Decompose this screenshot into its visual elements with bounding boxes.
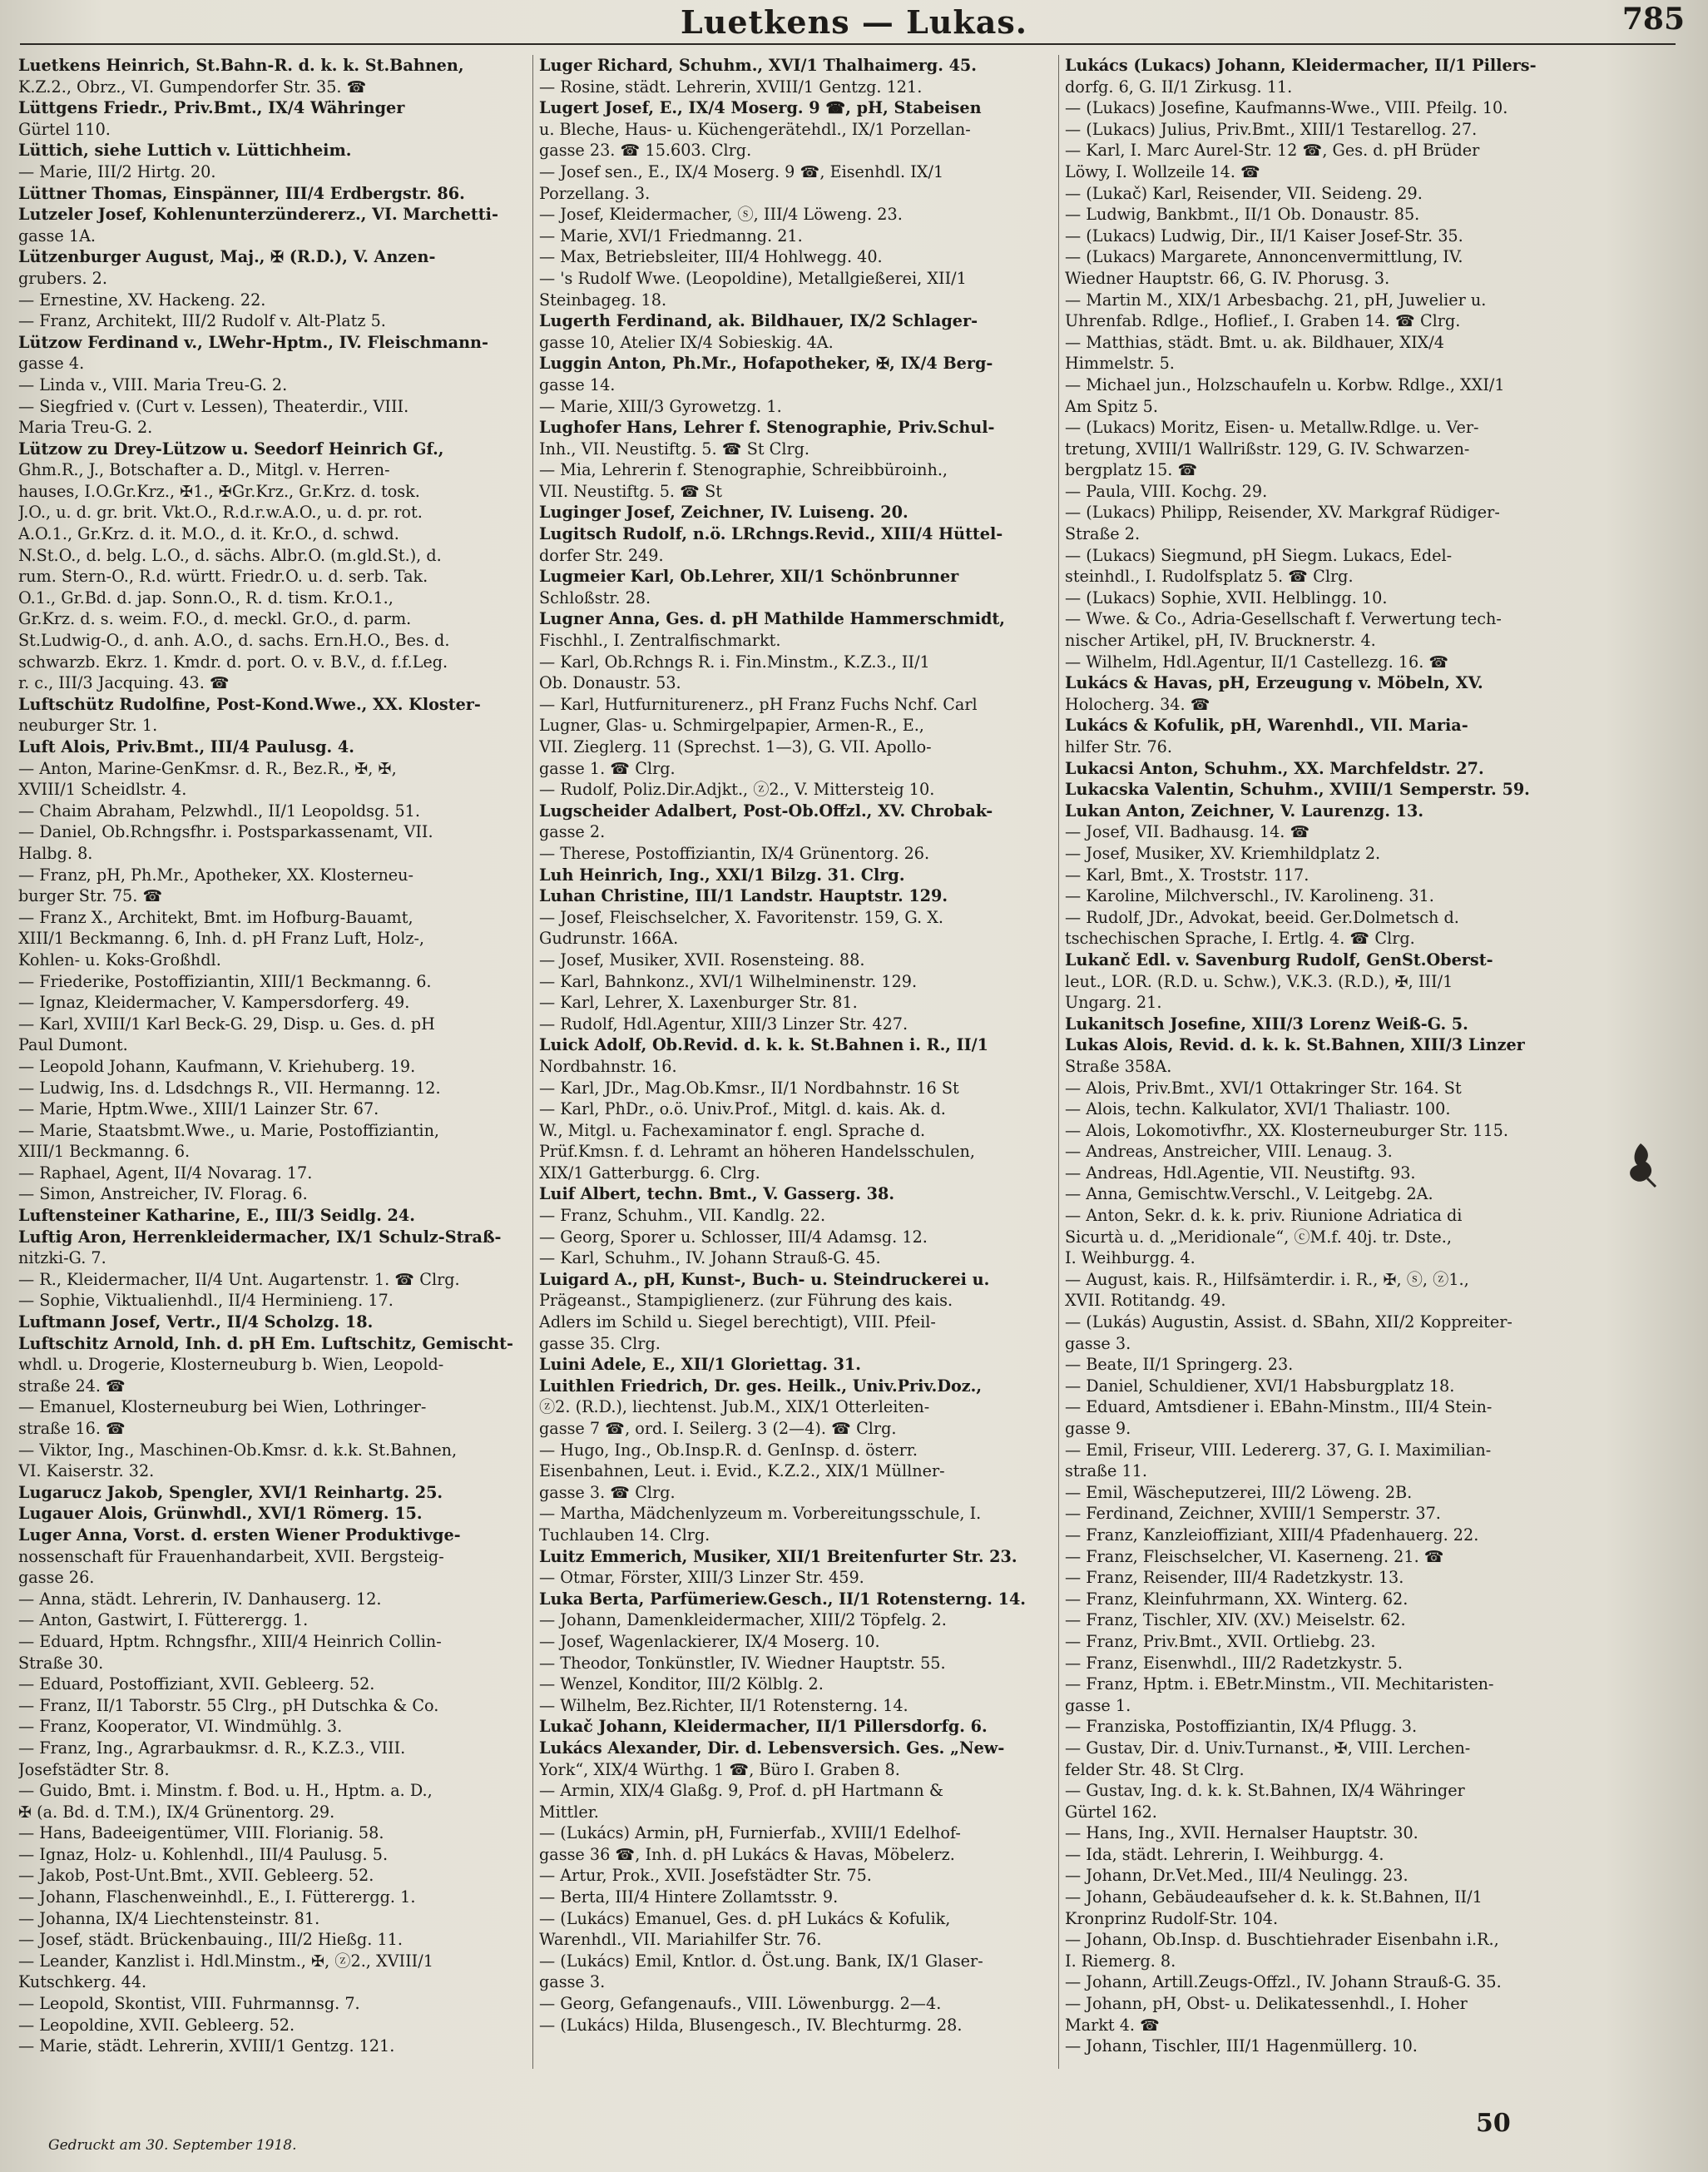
entry-heading: Lukanč Edl. v. Savenburg Rudolf, GenSt.Oberst- (1065, 950, 1493, 969)
entry-heading: Lukács & Kofulik, pH, Warenhdl., VII. Maria- (1065, 716, 1468, 736)
entry-heading: Luftschitz Arnold, Inh. d. pH Em. Luftschitz, Gemischt- (18, 1333, 513, 1353)
entry-line: — (Lukacs) Sophie, XVII. Helblingg. 10. (1065, 588, 1388, 607)
entry-line: Lugner, Glas- u. Schmirgelpapier, Armen-R., E., (539, 716, 924, 736)
entry-line: — Franz, Schuhm., VII. Kandlg. 22. (539, 1206, 826, 1226)
entry-line: — Josef, städt. Brückenbauing., III/2 Hießg. 11. (18, 1930, 403, 1950)
entry-line: — Johann, pH, Obst- u. Delikatessenhdl., I. Hoher (1065, 1994, 1468, 2014)
entry-line: — (Lukács) Armin, pH, Furnierfab., XVIII/1 Edelhof- (539, 1823, 961, 1843)
entry-line: N.St.O., d. belg. L.O., d. sächs. Albr.O. (m.gld.St.), d. (18, 545, 442, 565)
entry-heading: Lukač Johann, Kleidermacher, II/1 Pillersdorfg. 6. (539, 1717, 988, 1737)
entry-line: — Anton, Sekr. d. k. k. priv. Riunione Adriatica di (1065, 1206, 1463, 1226)
entry-line: Löwy, I. Wollzeile 14. ☎ (1065, 161, 1260, 181)
entry-line: — Karl, Schuhm., IV. Johann Strauß-G. 45. (539, 1248, 881, 1268)
entry-line: — Anna, städt. Lehrerin, IV. Danhauserg. 12. (18, 1589, 382, 1609)
entry-line: — (Lukacs) Josefine, Kaufmanns-Wwe., VIII. Pfeilg. 10. (1065, 98, 1508, 118)
entry-line: — Artur, Prok., XVII. Josefstädter Str. 75. (539, 1866, 872, 1886)
entry-line: Uhrenfab. Rdlge., Hoflief., I. Graben 14. ☎ Clrg. (1065, 311, 1461, 331)
entry-line: burger Str. 75. ☎ (18, 886, 163, 906)
entry-line: VII. Neustiftg. 5. ☎ St (539, 481, 722, 501)
entry-line: — Marie, Staatsbmt.Wwe., u. Marie, Postoffiziantin, (18, 1120, 440, 1140)
entry-line: — Johann, Damenkleidermacher, XIII/2 Töpfelg. 2. (539, 1610, 947, 1630)
entry-heading: Lüttich, siehe Luttich v. Lüttichheim. (18, 141, 352, 161)
entry-line: I. Weihburgg. 4. (1065, 1248, 1196, 1268)
entry-line: — Leander, Kanzlist i. Hdl.Minstm., ✠, ⓩ2., XVIII/1 (18, 1951, 433, 1971)
entry-heading: Luka Berta, Parfümeriew.Gesch., II/1 Rotensterng. 14. (539, 1589, 1026, 1609)
entry-line: — Karl, Hutfurniturenerz., pH Franz Fuchs Nchf. Carl (539, 694, 978, 714)
column-left (18, 55, 531, 2119)
entry-line: Fischhl., I. Zentralfischmarkt. (539, 631, 781, 651)
entry-line: — Johann, Ob.Insp. d. Buschtiehrader Eisenbahn i.R., (1065, 1930, 1499, 1950)
entry-line: St.Ludwig-O., d. anh. A.O., d. sachs. Ern.H.O., Bes. d. (18, 631, 450, 651)
entry-line: Straße 2. (1065, 524, 1141, 544)
entry-line: — Marie, XIII/3 Gyrowetzg. 1. (539, 396, 782, 416)
entry-line: — Karl, XVIII/1 Karl Beck-G. 29, Disp. u. Ges. d. pH (18, 1014, 435, 1034)
entry-line: XVIII/1 Scheidlstr. 4. (18, 780, 187, 800)
entry-line: Gürtel 110. (18, 119, 111, 139)
entry-heading: Lugitsch Rudolf, n.ö. LRchngs.Revid., XIII/4 Hüttel- (539, 524, 1003, 544)
entry-line: — (Lukacs) Julius, Priv.Bmt., XIII/1 Testarellog. 27. (1065, 119, 1478, 139)
entry-line: — Viktor, Ing., Maschinen-Ob.Kmsr. d. k.k. St.Bahnen, (18, 1440, 458, 1460)
entry-line: Wiedner Hauptstr. 66, G. IV. Phorusg. 3. (1065, 268, 1390, 288)
entry-line: VI. Kaiserstr. 32. (18, 1461, 155, 1481)
entry-line: — Berta, III/4 Hintere Zollamtsstr. 9. (539, 1887, 839, 1907)
entry-line: — Georg, Sporer u. Schlosser, III/4 Adamsg. 12. (539, 1227, 928, 1247)
entry-line: — Ignaz, Holz- u. Kohlenhdl., III/4 Paulusg. 5. (18, 1844, 389, 1864)
entry-line: — Siegfried v. (Curt v. Lessen), Theaterdir., VIII. (18, 396, 409, 416)
entry-heading: Lughofer Hans, Lehrer f. Stenographie, Priv.Schul- (539, 418, 995, 438)
entry-line: — Gustav, Ing. d. k. k. St.Bahnen, IX/4 Währinger (1065, 1781, 1465, 1801)
entry-line: gasse 1. ☎ Clrg. (539, 758, 676, 778)
entry-line: — Karl, JDr., Mag.Ob.Kmsr., II/1 Nordbahnstr. 16 St (539, 1078, 959, 1098)
entry-line: Kohlen- u. Koks-Großhdl. (18, 950, 221, 969)
entry-line: — Emil, Friseur, VIII. Ledererg. 37, G. I. Maximilian- (1065, 1440, 1492, 1460)
entry-line: XIII/1 Beckmanng. 6. (18, 1142, 191, 1162)
entry-heading: Lukanitsch Josefine, XIII/3 Lorenz Weiß-G. 5. (1065, 1014, 1468, 1034)
entry-line: — Johann, Gebäudeaufseher d. k. k. St.Bahnen, II/1 (1065, 1887, 1483, 1907)
entry-line: — August, kais. R., Hilfsämterdir. i. R., ✠, ⓢ, ⓩ1., (1065, 1269, 1469, 1289)
entry-line: XIII/1 Beckmanng. 6, Inh. d. pH Franz Luft, Holz-, (18, 929, 425, 949)
entry-line: — Leopold Johann, Kaufmann, V. Kriehuberg. 19. (18, 1056, 416, 1076)
entry-heading: Lüttgens Friedr., Priv.Bmt., IX/4 Währinger (18, 98, 405, 118)
entry-line: tretung, XVIII/1 Wallrißstr. 129, G. IV. Schwarzen- (1065, 439, 1470, 459)
entry-line: Ghm.R., J., Botschafter a. D., Mitgl. v. Herren- (18, 460, 390, 480)
entry-line: — Otmar, Förster, XIII/3 Linzer Str. 459. (539, 1568, 864, 1588)
entry-line: — Matthias, städt. Bmt. u. ak. Bildhauer, XIX/4 (1065, 332, 1444, 352)
entry-line: gasse 2. (539, 822, 606, 842)
entry-line: XVII. Rotitandg. 49. (1065, 1291, 1226, 1311)
entry-line: Gr.Krz. d. s. weim. F.O., d. meckl. Gr.O., d. parm. (18, 609, 412, 629)
entry-line: Inh., VII. Neustiftg. 5. ☎ St Clrg. (539, 439, 810, 459)
entry-line: Ob. Donaustr. 53. (539, 673, 681, 693)
entry-line: grubers. 2. (18, 268, 107, 288)
entry-line: leut., LOR. (R.D. u. Schw.), V.K.3. (R.D.), ✠, III/1 (1065, 971, 1453, 991)
entry-line: O.1., Gr.Bd. d. jap. Sonn.O., R. d. tism. Kr.O.1., (18, 588, 394, 607)
entry-line: u. Bleche, Haus- u. Küchengerätehdl., IX/1 Porzellan- (539, 119, 971, 139)
entry-line: — Rudolf, Poliz.Dir.Adjkt., ⓩ2., V. Mittersteig 10. (539, 780, 935, 800)
entry-line: Maria Treu-G. 2. (18, 418, 153, 438)
entry-line: ⓩ2. (R.D.), liechtenst. Jub.M., XIX/1 Otterleiten- (539, 1397, 930, 1417)
entry-line: — (Lukács) Emanuel, Ges. d. pH Lukács & Kofulik, (539, 1908, 951, 1928)
entry-line: Prägeanst., Stampiglienerz. (zur Führung des kais. (539, 1291, 953, 1311)
entry-heading: Luft Alois, Priv.Bmt., III/4 Paulusg. 4. (18, 737, 354, 756)
entry-line: K.Z.2., Obrz., VI. Gumpendorfer Str. 35. ☎ (18, 77, 367, 97)
entry-heading: Lukacska Valentin, Schuhm., XVIII/1 Semperstr. 59. (1065, 780, 1530, 800)
entry-line: York“, XIX/4 Würthg. 1 ☎, Büro I. Graben 8. (539, 1759, 900, 1779)
entry-line: gasse 3. ☎ Clrg. (539, 1482, 676, 1502)
entry-heading: Luftmann Josef, Vertr., II/4 Scholzg. 18. (18, 1312, 374, 1332)
entry-line: J.O., u. d. gr. brit. Vkt.O., R.d.r.w.A.O., u. d. pr. rot. (18, 503, 423, 523)
entry-line: — (Lukač) Karl, Reisender, VII. Seideng. 29. (1065, 183, 1423, 203)
entry-line: — Ida, städt. Lehrerin, I. Weihburgg. 4. (1065, 1844, 1384, 1864)
entry-line: — Rudolf, JDr., Advokat, beeid. Ger.Dolmetsch d. (1065, 907, 1459, 927)
entry-line: — Rosine, städt. Lehrerin, XVIII/1 Gentzg. 121. (539, 77, 923, 97)
entry-line: XIX/1 Gatterburgg. 6. Clrg. (539, 1163, 760, 1183)
entry-line: — Anna, Gemischtw.Verschl., V. Leitgebg. 2A. (1065, 1184, 1433, 1204)
entry-line: — Wenzel, Konditor, III/2 Kölblg. 2. (539, 1674, 824, 1694)
entry-heading: Lugauer Alois, Grünwhdl., XVI/1 Römerg. 15. (18, 1504, 423, 1524)
entry-line: Straße 30. (18, 1653, 104, 1673)
entry-heading: Luick Adolf, Ob.Revid. d. k. k. St.Bahnen i. R., II/1 (539, 1035, 988, 1055)
entry-line: nischer Artikel, pH, IV. Brucknerstr. 4. (1065, 631, 1376, 651)
entry-line: straße 16. ☎ (18, 1419, 126, 1438)
entry-line: — Franz, II/1 Taborstr. 55 Clrg., pH Dutschka & Co. (18, 1695, 439, 1715)
entry-line: gasse 26. (18, 1568, 95, 1588)
entry-line: schwarzb. Ekrz. 1. Kmdr. d. port. O. v. B.V., d. f.f.Leg. (18, 652, 448, 672)
entry-line: — Johann, Dr.Vet.Med., III/4 Neulingg. 23. (1065, 1866, 1408, 1886)
entry-line: — Linda v., VIII. Maria Treu-G. 2. (18, 374, 288, 394)
entry-line: dorfg. 6, G. II/1 Zirkusg. 11. (1065, 77, 1293, 97)
entry-line: A.O.1., Gr.Krz. d. it. M.O., d. it. Kr.O., d. schwd. (18, 524, 399, 544)
entry-line: — Anton, Gastwirt, I. Fütterergg. 1. (18, 1610, 309, 1630)
entry-line: — Franz, Reisender, III/4 Radetzkystr. 13. (1065, 1568, 1404, 1588)
entry-line: Adlers im Schild u. Siegel berechtigt), VIII. Pfeil- (539, 1312, 936, 1332)
entry-line: — Martha, Mädchenlyzeum m. Vorbereitungsschule, I. (539, 1504, 982, 1524)
entry-line: — Franz, pH, Ph.Mr., Apotheker, XX. Klosterneu- (18, 865, 414, 885)
entry-line: gasse 9. (1065, 1419, 1131, 1438)
entry-line: — Theodor, Tonkünstler, IV. Wiedner Hauptstr. 55. (539, 1653, 946, 1673)
entry-line: — Franz, Architekt, III/2 Rudolf v. Alt-Platz 5. (18, 311, 386, 331)
entry-line: — Armin, XIX/4 Glaßg. 9, Prof. d. pH Hartmann & (539, 1781, 943, 1801)
entry-line: — Johann, Flaschenweinhdl., E., I. Fütterergg. 1. (18, 1887, 416, 1907)
entry-line: Warenhdl., VII. Mariahilfer Str. 76. (539, 1930, 822, 1950)
entry-line: tschechischen Sprache, I. Ertlg. 4. ☎ Clrg. (1065, 929, 1415, 949)
entry-line: — Franz X., Architekt, Bmt. im Hofburg-Bauamt, (18, 907, 413, 927)
entry-heading: Lutzeler Josef, Kohlenunterzündererz., VI. Marchetti- (18, 205, 498, 225)
entry-line: — Martin M., XIX/1 Arbesbachg. 21, pH, Juwelier u. (1065, 290, 1487, 310)
entry-line: — Wilhelm, Bez.Richter, II/1 Rotensterng. 14. (539, 1695, 908, 1715)
entry-line: — Leopold, Skontist, VIII. Fuhrmannsg. 7. (18, 1994, 360, 2014)
entry-heading: Luini Adele, E., XII/1 Gloriettag. 31. (539, 1355, 861, 1375)
entry-line: — Guido, Bmt. i. Minstm. f. Bod. u. H., Hptm. a. D., (18, 1781, 433, 1801)
running-head: Luetkens — Lukas. (681, 3, 1027, 41)
entry-line: bergplatz 15. ☎ (1065, 460, 1198, 480)
entry-line: I. Riemerg. 8. (1065, 1951, 1176, 1971)
page-number: 785 (1621, 2, 1685, 37)
entry-heading: Lugert Josef, E., IX/4 Moserg. 9 ☎, pH, Stabeisen (539, 98, 982, 118)
entry-line: — Josef, VII. Badhausg. 14. ☎ (1065, 822, 1310, 842)
entry-line: — (Lukás) Augustin, Assist. d. SBahn, XII/2 Koppreiter- (1065, 1312, 1512, 1332)
entry-line: — (Lukács) Emil, Kntlor. d. Öst.ung. Bank, IX/1 Glaser- (539, 1951, 983, 1971)
entry-line: — Jakob, Post-Unt.Bmt., XVII. Gebleerg. 52. (18, 1866, 374, 1886)
entry-line: Paul Dumont. (18, 1035, 128, 1055)
entry-line: whdl. u. Drogerie, Klosterneuburg b. Wien, Leopold- (18, 1355, 444, 1375)
entry-line: — Johann, Artill.Zeugs-Offzl., IV. Johann Strauß-G. 35. (1065, 1972, 1502, 1992)
entry-line: — Karl, PhDr., o.ö. Univ.Prof., Mitgl. d. kais. Ak. d. (539, 1099, 946, 1119)
signature-number: 50 (1476, 2109, 1511, 2138)
entry-line: — Josef sen., E., IX/4 Moserg. 9 ☎, Eisenhdl. IX/1 (539, 161, 944, 181)
entry-line: steinhdl., I. Rudolfsplatz 5. ☎ Clrg. (1065, 567, 1354, 587)
entry-line: nossenschaft für Frauenhandarbeit, XVII. Bergsteig- (18, 1546, 444, 1566)
entry-line: nitzki-G. 7. (18, 1248, 106, 1268)
print-date: Gedruckt am 30. September 1918. (48, 2137, 297, 2154)
entry-line: — Ferdinand, Zeichner, XVIII/1 Semperstr. 37. (1065, 1504, 1441, 1524)
entry-line: — Emanuel, Klosterneuburg bei Wien, Lothringer- (18, 1397, 427, 1417)
entry-line: — Marie, III/2 Hirtg. 20. (18, 161, 216, 181)
entry-heading: Luggin Anton, Ph.Mr., Hofapotheker, ✠, IX/4 Berg- (539, 354, 993, 374)
entry-line: — Karl, I. Marc Aurel-Str. 12 ☎, Ges. d. pH Brüder (1065, 141, 1480, 161)
entry-line: — Paula, VIII. Kochg. 29. (1065, 481, 1268, 501)
entry-line: — Hans, Ing., XVII. Hernalser Hauptstr. 30. (1065, 1823, 1418, 1843)
entry-line: hauses, I.O.Gr.Krz., ✠1., ✠Gr.Krz., Gr.Krz. d. tosk. (18, 481, 420, 501)
entry-line: — Josef, Musiker, XV. Kriemhildplatz 2. (1065, 843, 1381, 863)
entry-line: — Ignaz, Kleidermacher, V. Kampersdorferg. 49. (18, 993, 410, 1013)
entry-heading: Luhan Christine, III/1 Landstr. Hauptstr. 129. (539, 886, 948, 906)
column-divider-left (532, 55, 533, 2069)
entry-heading: Luithlen Friedrich, Dr. ges. Heilk., Univ.Priv.Doz., (539, 1376, 983, 1396)
entry-heading: Lüttner Thomas, Einspänner, III/4 Erdbergstr. 86. (18, 183, 465, 203)
entry-line: — Franz, Tischler, XIV. (XV.) Meiselstr. 62. (1065, 1610, 1406, 1630)
entry-heading: Lugarucz Jakob, Spengler, XVI/1 Reinhartg. 25. (18, 1482, 443, 1502)
entry-line: gasse 36 ☎, Inh. d. pH Lukács & Havas, Möbelerz. (539, 1844, 955, 1864)
entry-line: — Ernestine, XV. Hackeng. 22. (18, 290, 266, 310)
entry-heading: Lukács Alexander, Dir. d. Lebensversich. Ges. „New- (539, 1738, 1005, 1758)
entry-line: Am Spitz 5. (1065, 396, 1158, 416)
entry-heading: Lugner Anna, Ges. d. pH Mathilde Hammerschmidt, (539, 609, 1005, 629)
entry-line: — Josef, Wagenlackierer, IX/4 Moserg. 10. (539, 1631, 880, 1651)
entry-line: Nordbahnstr. 16. (539, 1056, 677, 1076)
entry-line: gasse 3. (539, 1972, 606, 1992)
entry-line: gasse 4. (18, 354, 85, 374)
entry-line: — Sophie, Viktualienhdl., II/4 Herminieng. 17. (18, 1291, 394, 1311)
entry-line: — Karl, Bahnkonz., XVI/1 Wilhelminenstr. 129. (539, 971, 918, 991)
entry-line: — Raphael, Agent, II/4 Novarag. 17. (18, 1163, 313, 1183)
entry-line: — Max, Betriebsleiter, III/4 Hohlwegg. 40. (539, 247, 883, 267)
entry-line: — Ludwig, Ins. d. Ldsdchngs R., VII. Hermanng. 12. (18, 1078, 441, 1098)
entry-heading: Luginger Josef, Zeichner, IV. Luiseng. 20. (539, 503, 908, 523)
entry-line: — Therese, Postoffiziantin, IX/4 Grünentorg. 26. (539, 843, 930, 863)
entry-heading: Luftig Aron, Herrenkleidermacher, IX/1 Schulz-Straß- (18, 1227, 502, 1247)
entry-line: — 's Rudolf Wwe. (Leopoldine), Metallgießerei, XII/1 (539, 268, 967, 288)
entry-line: Markt 4. ☎ (1065, 2015, 1161, 2035)
entry-line: — Karl, Bmt., X. Troststr. 117. (1065, 865, 1309, 885)
entry-line: Straße 358A. (1065, 1056, 1172, 1076)
entry-line: Himmelstr. 5. (1065, 354, 1175, 374)
entry-line: Gudrunstr. 166A. (539, 929, 679, 949)
entry-line: — Mia, Lehrerin f. Stenographie, Schreibbüroinh., (539, 460, 948, 480)
entry-heading: Lukas Alois, Revid. d. k. k. St.Bahnen, XIII/3 Linzer (1065, 1035, 1525, 1055)
entry-line: Porzellang. 3. (539, 183, 651, 203)
entry-line: — Karl, Lehrer, X. Laxenburger Str. 81. (539, 993, 858, 1013)
entry-heading: Luger Richard, Schuhm., XVI/1 Thalhaimerg. 45. (539, 56, 977, 75)
entry-line: — (Lukacs) Moritz, Eisen- u. Metallw.Rdlge. u. Ver- (1065, 418, 1479, 438)
entry-line: gasse 10, Atelier IX/4 Sobieskig. 4A. (539, 332, 834, 352)
hand-mark-icon (1622, 1140, 1659, 1188)
entry-line: — Franz, Hptm. i. EBetr.Minstm., VII. Mechitaristen- (1065, 1674, 1494, 1694)
page-header (0, 0, 1708, 48)
entry-line: VII. Zieglerg. 11 (Sprechst. 1—3), G. VII. Apollo- (539, 737, 932, 756)
entry-line: — Rudolf, Hdl.Agentur, XIII/3 Linzer Str. 427. (539, 1014, 908, 1034)
entry-line: Sicurtà u. d. „Meridionale“, ⓒM.f. 40j. tr. Dste., (1065, 1227, 1452, 1247)
entry-heading: Lugerth Ferdinand, ak. Bildhauer, IX/2 Schlager- (539, 311, 978, 331)
entry-line: — Wwe. & Co., Adria-Gesellschaft f. Verwertung tech- (1065, 609, 1502, 629)
entry-line: — Leopoldine, XVII. Gebleerg. 52. (18, 2015, 295, 2035)
entry-line: straße 11. (1065, 1461, 1147, 1481)
column-middle (539, 55, 1055, 2119)
entry-line: gasse 1. (1065, 1695, 1131, 1715)
entry-line: Gürtel 162. (1065, 1802, 1157, 1822)
entry-line: — Josef, Musiker, XVII. Rosensteing. 88. (539, 950, 865, 969)
entry-heading: Lützow zu Drey-Lützow u. Seedorf Heinrich Gf., (18, 439, 444, 459)
entry-line: — Hugo, Ing., Ob.Insp.R. d. GenInsp. d. österr. (539, 1440, 918, 1460)
entry-heading: Luftschütz Rudolfine, Post-Kond.Wwe., XX. Kloster- (18, 694, 481, 714)
entry-line: — (Lukacs) Philipp, Reisender, XV. Markgraf Rüdiger- (1065, 503, 1500, 523)
entry-line: — Alois, Lokomotivfhr., XX. Klosterneuburger Str. 115. (1065, 1120, 1508, 1140)
entry-line: gasse 7 ☎, ord. I. Seilerg. 3 (2—4). ☎ Clrg. (539, 1419, 897, 1438)
entry-line: gasse 1A. (18, 226, 97, 245)
entry-line: Eisenbahnen, Leut. i. Evid., K.Z.2., XIX/1 Müllner- (539, 1461, 945, 1481)
entry-line: gasse 23. ☎ 15.603. Clrg. (539, 141, 752, 161)
entry-line: Ungarg. 21. (1065, 993, 1162, 1013)
entry-line: — Franz, Ing., Agrarbaukmsr. d. R., K.Z.3., VIII. (18, 1738, 406, 1758)
entry-line: dorfer Str. 249. (539, 545, 664, 565)
entry-heading: Lützenburger August, Maj., ✠ (R.D.), V. Anzen- (18, 247, 436, 267)
entry-line: W., Mitgl. u. Fachexaminator f. engl. Sprache d. (539, 1120, 926, 1140)
entry-line: — Franz, Kleinfuhrmann, XX. Winterg. 62. (1065, 1589, 1408, 1609)
entry-line: felder Str. 48. St Clrg. (1065, 1759, 1245, 1779)
entry-line: — Eduard, Amtsdiener i. EBahn-Minstm., III/4 Stein- (1065, 1397, 1493, 1417)
entry-line: — Marie, XVI/1 Friedmanng. 21. (539, 226, 803, 245)
entry-heading: Luger Anna, Vorst. d. ersten Wiener Produktivge- (18, 1525, 461, 1545)
entry-line: — Alois, techn. Kalkulator, XVI/1 Thaliastr. 100. (1065, 1099, 1451, 1119)
entry-line: Josefstädter Str. 8. (18, 1759, 170, 1779)
entry-line: — Franz, Kanzleioffiziant, XIII/4 Pfadenhauerg. 22. (1065, 1525, 1479, 1545)
column-divider-right (1058, 55, 1059, 2069)
entry-heading: Luh Heinrich, Ing., XXI/1 Bilzg. 31. Clrg. (539, 865, 905, 885)
entry-line: — Michael jun., Holzschaufeln u. Korbw. Rdlge., XXI/1 (1065, 374, 1505, 394)
entry-line: — Beate, II/1 Springerg. 23. (1065, 1355, 1294, 1375)
entry-line: Kronprinz Rudolf-Str. 104. (1065, 1908, 1279, 1928)
entry-line: — Johanna, IX/4 Liechtensteinstr. 81. (18, 1908, 320, 1928)
entry-line: — R., Kleidermacher, II/4 Unt. Augartenstr. 1. ☎ Clrg. (18, 1269, 460, 1289)
entry-heading: Luigard A., pH, Kunst-, Buch- u. Steindruckerei u. (539, 1269, 990, 1289)
entry-line: Steinbageg. 18. (539, 290, 667, 310)
entry-line: Kutschkerg. 44. (18, 1972, 147, 1992)
entry-line: — (Lukács) Hilda, Blusengesch., IV. Blechturmg. 28. (539, 2015, 963, 2035)
entry-line: Prüf.Kmsn. f. d. Lehramt an höheren Handelsschulen, (539, 1142, 975, 1162)
entry-line: — Marie, Hptm.Wwe., XIII/1 Lainzer Str. 67. (18, 1099, 379, 1119)
entry-line: ✠ (a. Bd. d. T.M.), IX/4 Grünentorg. 29. (18, 1802, 335, 1822)
entry-line: gasse 35. Clrg. (539, 1333, 661, 1353)
entry-line: Schloßstr. 28. (539, 588, 651, 607)
entry-line: — Eduard, Hptm. Rchngsfhr., XIII/4 Heinrich Collin- (18, 1631, 442, 1651)
entry-line: — Johann, Tischler, III/1 Hagenmüllerg. 10. (1065, 2036, 1418, 2056)
entry-line: — Friederike, Postoffiziantin, XIII/1 Beckmanng. 6. (18, 971, 432, 991)
entry-line: — Franz, Kooperator, VI. Windmühlg. 3. (18, 1717, 343, 1737)
entry-line: rum. Stern-O., R.d. württ. Friedr.O. u. d. serb. Tak. (18, 567, 428, 587)
entry-line: Holocherg. 34. ☎ (1065, 694, 1210, 714)
entry-heading: Lukacsi Anton, Schuhm., XX. Marchfeldstr. 27. (1065, 758, 1484, 778)
entry-line: r. c., III/3 Jacquing. 43. ☎ (18, 673, 230, 693)
entry-line: — (Lukacs) Siegmund, pH Siegm. Lukacs, Edel- (1065, 545, 1453, 565)
entry-line: neuburger Str. 1. (18, 716, 158, 736)
entry-line: — Chaim Abraham, Pelzwhdl., II/1 Leopoldsg. 51. (18, 801, 420, 821)
entry-line: — (Lukacs) Margarete, Annoncenvermittlung, IV. (1065, 247, 1463, 267)
entry-line: — Karoline, Milchverschl., IV. Karolineng. 31. (1065, 886, 1434, 906)
entry-line: — Simon, Anstreicher, IV. Florag. 6. (18, 1184, 308, 1204)
entry-heading: Lukács (Lukacs) Johann, Kleidermacher, II/1 Pillers- (1065, 56, 1537, 75)
entry-line: — Franz, Priv.Bmt., XVII. Ortliebg. 23. (1065, 1631, 1376, 1651)
entry-line: — Ludwig, Bankbmt., II/1 Ob. Donaustr. 85. (1065, 205, 1420, 225)
entry-heading: Lugscheider Adalbert, Post-Ob.Offzl., XV. Chrobak- (539, 801, 993, 821)
entry-line: — Josef, Fleischselcher, X. Favoritenstr. 159, G. X. (539, 907, 943, 927)
entry-heading: Lugmeier Karl, Ob.Lehrer, XII/1 Schönbrunner (539, 567, 959, 587)
entry-line: — Daniel, Ob.Rchngsfhr. i. Postsparkassenamt, VII. (18, 822, 433, 842)
entry-line: — Hans, Badeeigentümer, VIII. Florianig. 58. (18, 1823, 384, 1843)
entry-line: — Franz, Eisenwhdl., III/2 Radetzkystr. 5. (1065, 1653, 1403, 1673)
entry-line: — Franziska, Postoffiziantin, IX/4 Pflugg. 3. (1065, 1717, 1418, 1737)
entry-heading: Lukan Anton, Zeichner, V. Laurenzg. 13. (1065, 801, 1424, 821)
entry-line: — (Lukacs) Ludwig, Dir., II/1 Kaiser Josef-Str. 35. (1065, 226, 1463, 245)
entry-line: — Emil, Wäscheputzerei, III/2 Löweng. 2B. (1065, 1482, 1413, 1502)
entry-line: — Karl, Ob.Rchngs R. i. Fin.Minstm., K.Z.3., II/1 (539, 652, 930, 672)
column-right (1065, 55, 1681, 2119)
entry-heading: Lützow Ferdinand v., LWehr-Hptm., IV. Fleischmann- (18, 332, 488, 352)
entry-line: gasse 3. (1065, 1333, 1131, 1353)
entry-line: — Andreas, Anstreicher, VIII. Lenaug. 3. (1065, 1142, 1393, 1162)
entry-heading: Luif Albert, techn. Bmt., V. Gasserg. 38. (539, 1184, 895, 1204)
entry-line: hilfer Str. 76. (1065, 737, 1172, 756)
entry-line: Tuchlauben 14. Clrg. (539, 1525, 710, 1545)
entry-line: straße 24. ☎ (18, 1376, 126, 1396)
entry-heading: Luetkens Heinrich, St.Bahn-R. d. k. k. St.Bahnen, (18, 56, 464, 75)
entry-heading: Luitz Emmerich, Musiker, XII/1 Breitenfurter Str. 23. (539, 1546, 1017, 1566)
entry-line: — Eduard, Postoffiziant, XVII. Gebleerg. 52. (18, 1674, 375, 1694)
entry-line: — Alois, Priv.Bmt., XVI/1 Ottakringer Str. 164. St (1065, 1078, 1462, 1098)
entry-line: — Daniel, Schuldiener, XVI/1 Habsburgplatz 18. (1065, 1376, 1455, 1396)
entry-line: Halbg. 8. (18, 843, 93, 863)
entry-line: Mittler. (539, 1802, 599, 1822)
header-rule (20, 43, 1676, 45)
entry-heading: Lukács & Havas, pH, Erzeugung v. Möbeln, XV. (1065, 673, 1483, 693)
entry-heading: Luftensteiner Katharine, E., III/3 Seidlg. 24. (18, 1206, 415, 1226)
entry-line: — Franz, Fleischselcher, VI. Kaserneng. 21. ☎ (1065, 1546, 1444, 1566)
entry-line: — Josef, Kleidermacher, ⓢ, III/4 Löweng. 23. (539, 205, 903, 225)
entry-line: — Wilhelm, Hdl.Agentur, II/1 Castellezg. 16. ☎ (1065, 652, 1449, 672)
entry-line: — Andreas, Hdl.Agentie, VII. Neustiftg. 93. (1065, 1163, 1416, 1183)
entry-line: — Marie, städt. Lehrerin, XVIII/1 Gentzg. 121. (18, 2036, 395, 2056)
entry-line: — Georg, Gefangenaufs., VIII. Löwenburgg. 2—4. (539, 1994, 942, 2014)
entry-line: — Gustav, Dir. d. Univ.Turnanst., ✠, VIII. Lerchen- (1065, 1738, 1471, 1758)
entry-line: — Anton, Marine-GenKmsr. d. R., Bez.R., ✠, ✠, (18, 758, 397, 778)
entry-line: gasse 14. (539, 374, 616, 394)
